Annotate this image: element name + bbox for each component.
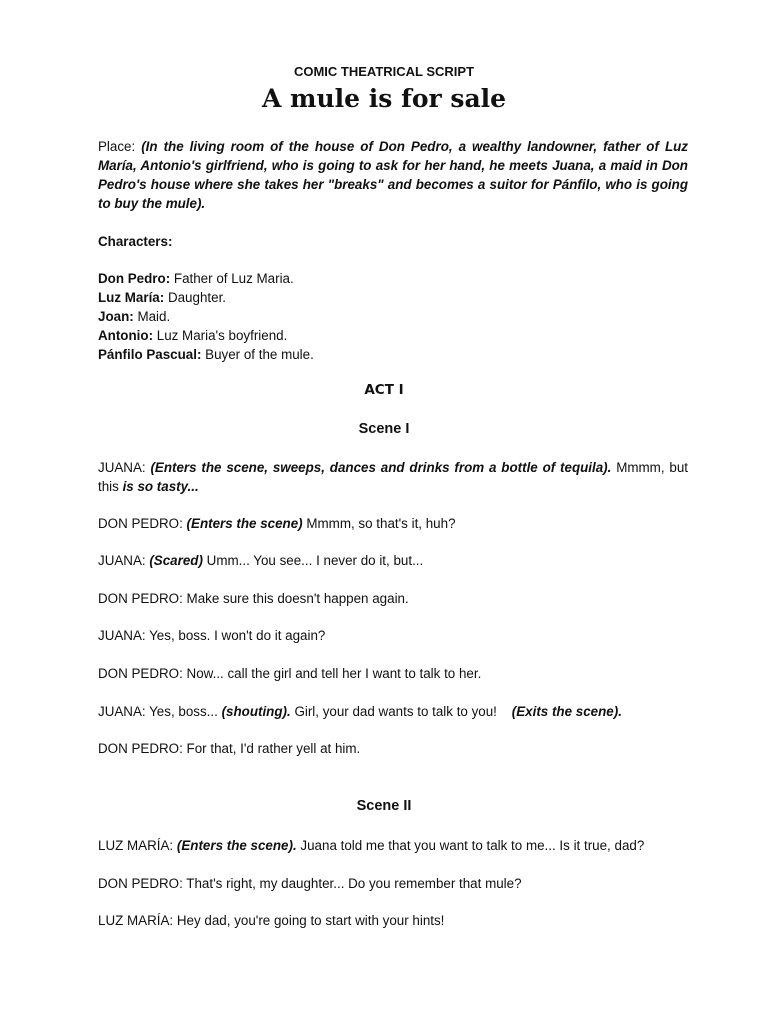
speaker-name: JUANA: [98, 553, 150, 568]
characters-heading-text: Characters: [98, 234, 173, 249]
dialogue-text: Yes, boss. I won't do it again? [149, 628, 326, 643]
character-name: Joan: [98, 309, 134, 324]
character-item [98, 307, 688, 326]
stage-direction: (Enters the scene, sweeps, dances and drinks from a bottle of tequila). [150, 460, 612, 475]
speaker-name: DON PEDRO: [98, 876, 187, 891]
dialogue-text: That's right, my daughter... Do you remember that mule? [186, 876, 522, 891]
place-paragraph [98, 137, 688, 213]
dialogue-line [98, 664, 688, 683]
stage-direction: (Scared) [149, 553, 203, 568]
stage-direction: (Exits the scene). [511, 704, 622, 719]
scene-1-heading: Scene I [358, 421, 410, 437]
dialogue-line [98, 589, 688, 608]
dialogue-text: Umm... You see... I never do it, but... [202, 553, 424, 568]
dialogue-line [98, 551, 688, 570]
place-description: (In the living room of the house of Don Pedro, a wealthy landowner, father of Luz María, Antonio's girlfriend, who is going to ask for her hand, he meets Juana, a maid in Don Pedro's house where she takes her "breaks" and becomes a suitor for Pánfilo, who is going to buy the mule). [98, 139, 688, 211]
dialogue-text: Mmmm, but this [98, 460, 688, 494]
character-name: Don Pedro: [98, 271, 171, 286]
stage-direction: (Enters the scene). [176, 838, 297, 853]
speaker-name: LUZ MARÍA: [98, 913, 177, 928]
dialogue-line [98, 836, 688, 855]
dialogue-text: Now... call the girl and tell her I want to talk to her. [186, 666, 482, 681]
dialogue-line [98, 514, 688, 533]
dialogue-text: Make sure this doesn't happen again. [186, 591, 409, 606]
dialogue-text: Girl, your dad wants to talk to you! [290, 704, 512, 719]
speaker-name: JUANA: [98, 460, 151, 475]
character-name: Pánfilo Pascual: [98, 347, 202, 362]
character-item [98, 345, 688, 364]
dialogue-text: Mmmm, so that's it, huh? [302, 516, 456, 531]
dialogue-line [98, 626, 688, 645]
place-label: Place: [98, 139, 142, 154]
dialogue-text: Hey dad, you're going to start with your hints! [176, 913, 445, 928]
dialogue-emphasis: is so tasty... [122, 479, 199, 494]
dialogue-line [98, 739, 688, 758]
dialogue-text: Yes, boss... [149, 704, 222, 719]
character-item [98, 326, 688, 345]
dialogue-line [98, 702, 688, 721]
stage-direction: (shouting). [221, 704, 291, 719]
dialogue-text: Juana told me that you want to talk to me... Is it true, dad? [296, 838, 645, 853]
dialogue-line [98, 458, 688, 496]
character-name: Luz María: [98, 290, 165, 305]
scene-2-heading: Scene II [356, 798, 412, 814]
character-desc: Father of Luz Maria. [170, 271, 294, 286]
characters-heading [98, 232, 688, 251]
speaker-name: DON PEDRO: [98, 516, 187, 531]
character-item [98, 288, 688, 307]
characters-list [98, 269, 688, 364]
speaker-name: LUZ MARÍA: [98, 838, 177, 853]
document-title: A mule is for sale [261, 84, 507, 113]
dialogue-line [98, 911, 688, 930]
stage-direction: (Enters the scene) [186, 516, 303, 531]
character-desc: Maid. [133, 309, 171, 324]
speaker-name: JUANA: [98, 704, 150, 719]
speaker-name: DON PEDRO: [98, 741, 187, 756]
act-heading: ACT I [364, 382, 404, 398]
speaker-name: JUANA: [98, 628, 150, 643]
speaker-name: DON PEDRO: [98, 591, 187, 606]
dialogue-text: For that, I'd rather yell at him. [186, 741, 361, 756]
dialogue-line [98, 874, 688, 893]
speaker-name: DON PEDRO: [98, 666, 187, 681]
character-desc: Daughter. [164, 290, 227, 305]
character-item [98, 269, 688, 288]
character-desc: Buyer of the mule. [201, 347, 314, 362]
document-label: COMIC THEATRICAL SCRIPT [293, 64, 475, 79]
character-desc: Luz Maria's boyfriend. [153, 328, 288, 343]
character-name: Antonio: [98, 328, 154, 343]
